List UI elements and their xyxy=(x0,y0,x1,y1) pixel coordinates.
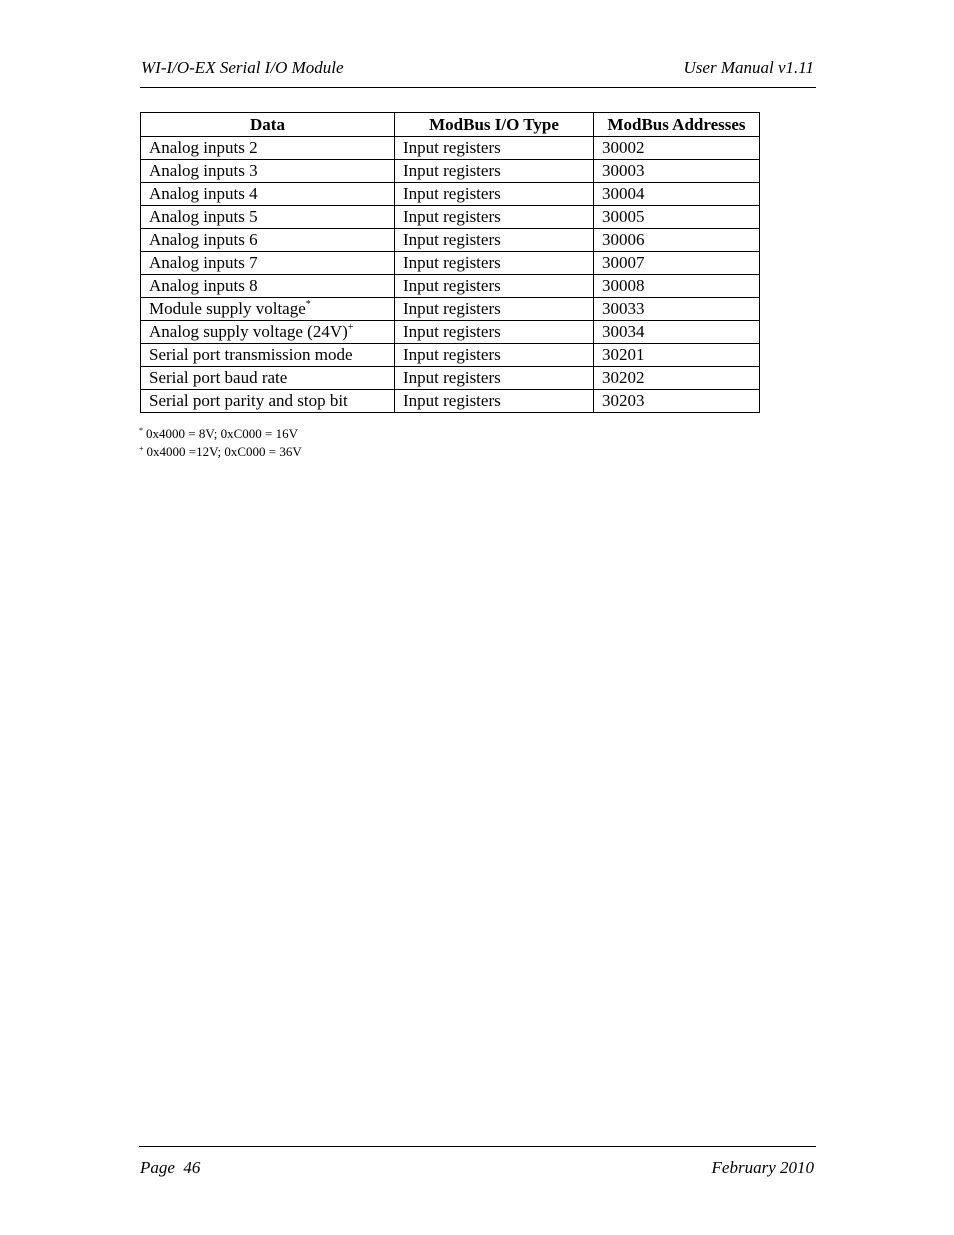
io-type-cell: Input registers xyxy=(395,252,594,275)
data-label: Analog inputs 6 xyxy=(149,230,258,249)
data-cell xyxy=(141,229,395,252)
data-cell xyxy=(141,252,395,275)
address-cell: 30002 xyxy=(594,137,760,160)
column-header-io-type: ModBus I/O Type xyxy=(395,113,594,137)
address-cell: 30201 xyxy=(594,344,760,367)
footnote-marker: * xyxy=(139,426,143,435)
data-cell xyxy=(141,344,395,367)
io-type-cell: Input registers xyxy=(395,344,594,367)
data-label: Analog inputs 2 xyxy=(149,138,258,157)
io-type-cell: Input registers xyxy=(395,183,594,206)
table-row xyxy=(141,183,760,206)
io-type-cell: Input registers xyxy=(395,390,594,413)
table-row xyxy=(141,298,760,321)
table-row xyxy=(141,206,760,229)
page-header xyxy=(140,56,816,88)
address-cell: 30007 xyxy=(594,252,760,275)
address-cell: 30003 xyxy=(594,160,760,183)
footnote xyxy=(139,425,302,443)
footnote-marker: * xyxy=(305,299,311,310)
io-type-cell: Input registers xyxy=(395,206,594,229)
footnote xyxy=(139,443,302,461)
modbus-address-table xyxy=(140,112,760,413)
data-label: Serial port transmission mode xyxy=(149,345,353,364)
data-cell xyxy=(141,275,395,298)
manual-version: User Manual v1.11 xyxy=(683,58,814,77)
footnote-text: 0x4000 =12V; 0xC000 = 36V xyxy=(146,444,302,459)
io-type-cell: Input registers xyxy=(395,298,594,321)
data-label: Module supply voltage xyxy=(149,299,306,318)
data-cell xyxy=(141,367,395,390)
address-cell: 30202 xyxy=(594,367,760,390)
page-number: Page 46 xyxy=(140,1158,201,1177)
table-row xyxy=(141,229,760,252)
column-header-addresses: ModBus Addresses xyxy=(594,113,760,137)
data-label: Analog inputs 7 xyxy=(149,253,258,272)
io-type-cell: Input registers xyxy=(395,367,594,390)
data-cell xyxy=(141,137,395,160)
data-cell xyxy=(141,206,395,229)
footnote-marker: + xyxy=(139,444,144,453)
table-row xyxy=(141,160,760,183)
page-footer xyxy=(139,1146,816,1177)
address-cell: 30033 xyxy=(594,298,760,321)
data-label: Analog inputs 8 xyxy=(149,276,258,295)
table-header-row xyxy=(141,113,760,137)
column-header-data: Data xyxy=(141,113,395,137)
table-row xyxy=(141,275,760,298)
table-row xyxy=(141,321,760,344)
data-label: Analog inputs 4 xyxy=(149,184,258,203)
table-row xyxy=(141,390,760,413)
io-type-cell: Input registers xyxy=(395,229,594,252)
data-cell xyxy=(141,160,395,183)
table-footnotes xyxy=(139,425,302,461)
table-row xyxy=(141,252,760,275)
io-type-cell: Input registers xyxy=(395,137,594,160)
data-cell xyxy=(141,321,395,344)
address-cell: 30004 xyxy=(594,183,760,206)
address-cell: 30034 xyxy=(594,321,760,344)
data-label: Analog inputs 3 xyxy=(149,161,258,180)
io-type-cell: Input registers xyxy=(395,321,594,344)
io-type-cell: Input registers xyxy=(395,160,594,183)
data-cell xyxy=(141,183,395,206)
address-cell: 30008 xyxy=(594,275,760,298)
data-label: Analog inputs 5 xyxy=(149,207,258,226)
footnote-text: 0x4000 = 8V; 0xC000 = 16V xyxy=(146,426,299,441)
data-cell xyxy=(141,390,395,413)
io-type-cell: Input registers xyxy=(395,275,594,298)
footnote-marker: + xyxy=(347,322,354,333)
data-cell xyxy=(141,298,395,321)
data-label: Serial port parity and stop bit xyxy=(149,391,348,410)
data-label: Serial port baud rate xyxy=(149,368,288,387)
table-row xyxy=(141,137,760,160)
table-row xyxy=(141,344,760,367)
address-cell: 30203 xyxy=(594,390,760,413)
publication-date: February 2010 xyxy=(711,1158,814,1177)
document-title: WI-I/O-EX Serial I/O Module xyxy=(141,58,344,77)
address-cell: 30005 xyxy=(594,206,760,229)
data-label: Analog supply voltage (24V) xyxy=(149,322,348,341)
address-cell: 30006 xyxy=(594,229,760,252)
table-row xyxy=(141,367,760,390)
